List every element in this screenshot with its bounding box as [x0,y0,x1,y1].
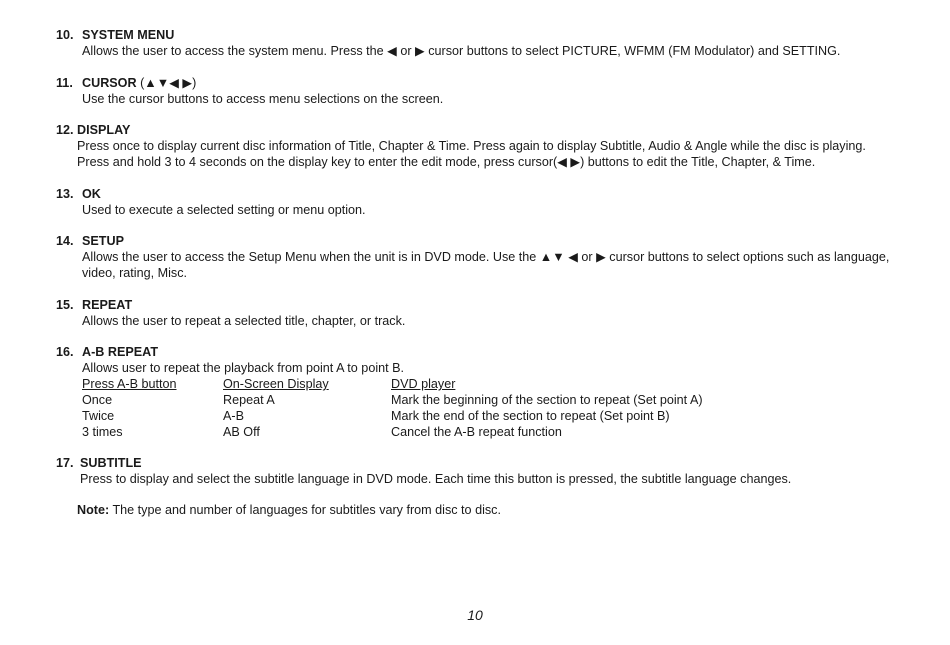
item-text: Allows the user to access the system menu. Press the ◀ or ▶ cursor buttons to select PICTURE, WFMM (FM Modulator) and SETTING. [82,44,841,58]
ab-repeat-table [82,376,703,440]
page-number: 10 [467,607,483,623]
item-number: 15. [56,298,74,312]
table-cell: Mark the end of the section to repeat (Set point B) [391,409,670,423]
item-title: REPEAT [82,298,133,312]
note-text: The type and number of languages for subtitles vary from disc to disc. [109,503,501,517]
table-row [82,408,703,424]
table-header: On-Screen Display [223,377,329,391]
item-number: 16. [56,345,74,359]
item-title: SUBTITLE [80,456,142,470]
table-row [82,424,703,440]
section-ok [56,186,896,218]
item-number: 14. [56,234,74,248]
item-text: Allows the user to repeat a selected title, chapter, or track. [82,314,406,328]
table-cell: Repeat A [223,393,275,407]
section-setup [56,233,896,281]
table-cell: Once [82,393,113,407]
table-cell: 3 times [82,425,123,439]
table-row [82,392,703,408]
item-title: CURSOR [82,76,137,90]
section-cursor [56,75,896,107]
item-text: Use the cursor buttons to access menu selections on the screen. [82,92,444,106]
item-title: SYSTEM MENU [82,28,175,42]
table-header-row [82,376,703,392]
note [77,502,501,518]
table-cell: A-B [223,409,244,423]
item-number: 10. [56,28,74,42]
item-title: A-B REPEAT [82,345,159,359]
section-ab-repeat [56,344,896,440]
item-number: 12. [56,123,74,137]
section-subtitle [56,455,896,487]
table-cell: Twice [82,409,115,423]
table-cell: Mark the beginning of the section to repeat (Set point A) [391,393,703,407]
section-system-menu [56,27,896,59]
table-header: Press A-B button [82,377,177,391]
table-cell: Cancel the A-B repeat function [391,425,562,439]
note-label: Note: [77,503,110,517]
item-text: Used to execute a selected setting or menu option. [82,203,366,217]
item-number: 13. [56,187,74,201]
item-title: SETUP [82,234,124,248]
item-number: 11. [56,76,73,90]
item-text: Press once to display current disc information of Title, Chapter & Time. Press again to display Subtitle, Audio & Angle while the disc is playing. Press and hold 3 to 4 seconds on the display key to enter the edit mode, press cursor(◀ ▶) buttons to edit the Title, Chapter, & Time. [77,139,866,169]
item-title: OK [82,187,101,201]
item-title: DISPLAY [77,123,131,137]
item-text: Allows user to repeat the playback from point A to point B. [82,361,405,375]
item-text: Allows the user to access the Setup Menu when the unit is in DVD mode. Use the ▲▼ ◀ or ▶ cursor buttons to select options such as language, video, rating, Misc. [82,250,890,280]
item-number: 17. [56,456,74,470]
item-text: Press to display and select the subtitle language in DVD mode. Each time this button is pressed, the subtitle language changes. [80,472,792,486]
table-header: DVD player [391,377,456,391]
cursor-arrows: (▲▼◀ ▶) [136,76,197,90]
section-display [56,122,896,170]
table-cell: AB Off [223,425,260,439]
section-repeat [56,297,896,329]
